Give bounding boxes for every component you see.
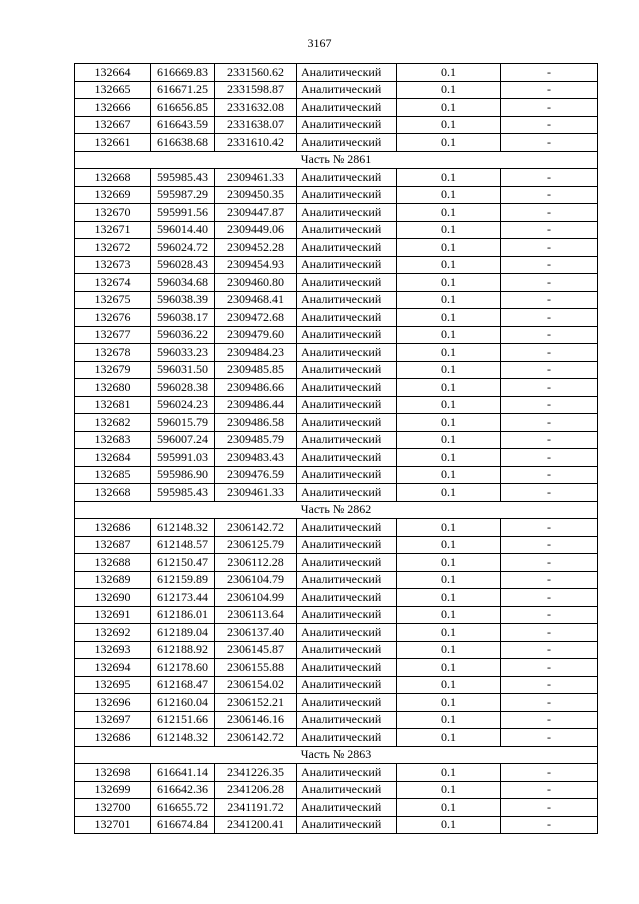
note-cell: -: [501, 169, 598, 187]
x-coordinate-cell: 612150.47: [151, 554, 215, 572]
y-coordinate-cell: 2306155.88: [215, 659, 297, 677]
table-row: [75, 589, 598, 607]
method-cell: Аналитический: [297, 519, 397, 537]
x-coordinate-cell: 595987.29: [151, 186, 215, 204]
point-number-cell: 132673: [75, 256, 151, 274]
accuracy-cell: 0.1: [397, 134, 501, 152]
note-cell: -: [501, 519, 598, 537]
method-cell: Аналитический: [297, 449, 397, 467]
point-number-cell: 132698: [75, 764, 151, 782]
y-coordinate-cell: 2309485.85: [215, 361, 297, 379]
method-cell: Аналитический: [297, 624, 397, 642]
point-number-cell: 132677: [75, 326, 151, 344]
method-cell: Аналитический: [297, 694, 397, 712]
accuracy-cell: 0.1: [397, 239, 501, 257]
accuracy-cell: 0.1: [397, 589, 501, 607]
accuracy-cell: 0.1: [397, 99, 501, 117]
table-row: [75, 554, 598, 572]
point-number-cell: 132693: [75, 641, 151, 659]
note-cell: -: [501, 606, 598, 624]
note-cell: -: [501, 466, 598, 484]
point-number-cell: 132687: [75, 536, 151, 554]
x-coordinate-cell: 596036.22: [151, 326, 215, 344]
x-coordinate-cell: 596038.17: [151, 309, 215, 327]
y-coordinate-cell: 2309476.59: [215, 466, 297, 484]
table-row: [75, 204, 598, 222]
section-header-row: [75, 501, 598, 519]
x-coordinate-cell: 612188.92: [151, 641, 215, 659]
y-coordinate-cell: 2309468.41: [215, 291, 297, 309]
point-number-cell: 132688: [75, 554, 151, 572]
x-coordinate-cell: 612168.47: [151, 676, 215, 694]
accuracy-cell: 0.1: [397, 221, 501, 239]
note-cell: -: [501, 64, 598, 82]
table-row: [75, 186, 598, 204]
note-cell: -: [501, 256, 598, 274]
accuracy-cell: 0.1: [397, 344, 501, 362]
note-cell: -: [501, 641, 598, 659]
y-coordinate-cell: 2309460.80: [215, 274, 297, 292]
accuracy-cell: 0.1: [397, 256, 501, 274]
y-coordinate-cell: 2331610.42: [215, 134, 297, 152]
note-cell: -: [501, 274, 598, 292]
x-coordinate-cell: 616642.36: [151, 781, 215, 799]
point-number-cell: 132661: [75, 134, 151, 152]
section-header-row: [75, 151, 598, 169]
table-row: [75, 519, 598, 537]
y-coordinate-cell: 2306104.79: [215, 571, 297, 589]
accuracy-cell: 0.1: [397, 816, 501, 834]
table-row: [75, 326, 598, 344]
note-cell: -: [501, 116, 598, 134]
note-cell: -: [501, 414, 598, 432]
x-coordinate-cell: 612160.04: [151, 694, 215, 712]
section-header-row: [75, 746, 598, 764]
note-cell: -: [501, 799, 598, 817]
table-row: [75, 81, 598, 99]
point-number-cell: 132668: [75, 169, 151, 187]
method-cell: Аналитический: [297, 414, 397, 432]
method-cell: Аналитический: [297, 116, 397, 134]
y-coordinate-cell: 2309485.79: [215, 431, 297, 449]
x-coordinate-cell: 596014.40: [151, 221, 215, 239]
x-coordinate-cell: 612148.32: [151, 519, 215, 537]
x-coordinate-cell: 616641.14: [151, 764, 215, 782]
note-cell: -: [501, 361, 598, 379]
point-number-cell: 132678: [75, 344, 151, 362]
x-coordinate-cell: 612173.44: [151, 589, 215, 607]
table-row: [75, 396, 598, 414]
point-number-cell: 132691: [75, 606, 151, 624]
note-cell: -: [501, 379, 598, 397]
method-cell: Аналитический: [297, 361, 397, 379]
table-row: [75, 274, 598, 292]
y-coordinate-cell: 2309486.58: [215, 414, 297, 432]
x-coordinate-cell: 596034.68: [151, 274, 215, 292]
point-number-cell: 132667: [75, 116, 151, 134]
method-cell: Аналитический: [297, 536, 397, 554]
method-cell: Аналитический: [297, 571, 397, 589]
table-row: [75, 571, 598, 589]
point-number-cell: 132676: [75, 309, 151, 327]
y-coordinate-cell: 2341191.72: [215, 799, 297, 817]
method-cell: Аналитический: [297, 589, 397, 607]
point-number-cell: 132685: [75, 466, 151, 484]
method-cell: Аналитический: [297, 221, 397, 239]
note-cell: -: [501, 729, 598, 747]
point-number-cell: 132681: [75, 396, 151, 414]
note-cell: -: [501, 589, 598, 607]
x-coordinate-cell: 616655.72: [151, 799, 215, 817]
y-coordinate-cell: 2306142.72: [215, 519, 297, 537]
point-number-cell: 132686: [75, 519, 151, 537]
point-number-cell: 132682: [75, 414, 151, 432]
y-coordinate-cell: 2341200.41: [215, 816, 297, 834]
y-coordinate-cell: 2309472.68: [215, 309, 297, 327]
accuracy-cell: 0.1: [397, 554, 501, 572]
method-cell: Аналитический: [297, 781, 397, 799]
accuracy-cell: 0.1: [397, 606, 501, 624]
point-number-cell: 132696: [75, 694, 151, 712]
table-row: [75, 816, 598, 834]
method-cell: Аналитический: [297, 309, 397, 327]
x-coordinate-cell: 612151.66: [151, 711, 215, 729]
accuracy-cell: 0.1: [397, 484, 501, 502]
x-coordinate-cell: 596028.43: [151, 256, 215, 274]
accuracy-cell: 0.1: [397, 519, 501, 537]
note-cell: -: [501, 344, 598, 362]
method-cell: Аналитический: [297, 186, 397, 204]
page-number: 3167: [307, 36, 332, 50]
note-cell: -: [501, 186, 598, 204]
y-coordinate-cell: 2306104.99: [215, 589, 297, 607]
table-row: [75, 344, 598, 362]
method-cell: Аналитический: [297, 396, 397, 414]
method-cell: Аналитический: [297, 466, 397, 484]
x-coordinate-cell: 612148.32: [151, 729, 215, 747]
point-number-cell: 132686: [75, 729, 151, 747]
note-cell: -: [501, 431, 598, 449]
x-coordinate-cell: 596033.23: [151, 344, 215, 362]
x-coordinate-cell: 596031.50: [151, 361, 215, 379]
x-coordinate-cell: 596024.23: [151, 396, 215, 414]
method-cell: Аналитический: [297, 379, 397, 397]
table-row: [75, 624, 598, 642]
method-cell: Аналитический: [297, 676, 397, 694]
y-coordinate-cell: 2306142.72: [215, 729, 297, 747]
y-coordinate-cell: 2309461.33: [215, 169, 297, 187]
y-coordinate-cell: 2306154.02: [215, 676, 297, 694]
y-coordinate-cell: 2309461.33: [215, 484, 297, 502]
y-coordinate-cell: 2309479.60: [215, 326, 297, 344]
method-cell: Аналитический: [297, 711, 397, 729]
point-number-cell: 132674: [75, 274, 151, 292]
table-row: [75, 536, 598, 554]
accuracy-cell: 0.1: [397, 764, 501, 782]
y-coordinate-cell: 2331638.07: [215, 116, 297, 134]
note-cell: -: [501, 781, 598, 799]
coordinates-table-body: [75, 64, 598, 834]
coordinates-table: [74, 63, 598, 834]
point-number-cell: 132692: [75, 624, 151, 642]
y-coordinate-cell: 2306152.21: [215, 694, 297, 712]
method-cell: Аналитический: [297, 554, 397, 572]
y-coordinate-cell: 2309486.44: [215, 396, 297, 414]
table-row: [75, 694, 598, 712]
accuracy-cell: 0.1: [397, 414, 501, 432]
y-coordinate-cell: 2331560.62: [215, 64, 297, 82]
section-title: Часть № 2861: [75, 151, 598, 169]
table-row: [75, 116, 598, 134]
point-number-cell: 132697: [75, 711, 151, 729]
accuracy-cell: 0.1: [397, 781, 501, 799]
table-row: [75, 729, 598, 747]
table-row: [75, 781, 598, 799]
x-coordinate-cell: 596015.79: [151, 414, 215, 432]
table-row: [75, 64, 598, 82]
method-cell: Аналитический: [297, 799, 397, 817]
note-cell: -: [501, 694, 598, 712]
method-cell: Аналитический: [297, 169, 397, 187]
method-cell: Аналитический: [297, 764, 397, 782]
section-title: Часть № 2862: [75, 501, 598, 519]
y-coordinate-cell: 2306112.28: [215, 554, 297, 572]
accuracy-cell: 0.1: [397, 536, 501, 554]
note-cell: -: [501, 816, 598, 834]
point-number-cell: 132679: [75, 361, 151, 379]
note-cell: -: [501, 711, 598, 729]
point-number-cell: 132670: [75, 204, 151, 222]
method-cell: Аналитический: [297, 326, 397, 344]
y-coordinate-cell: 2309452.28: [215, 239, 297, 257]
point-number-cell: 132665: [75, 81, 151, 99]
y-coordinate-cell: 2306125.79: [215, 536, 297, 554]
x-coordinate-cell: 596028.38: [151, 379, 215, 397]
table-row: [75, 256, 598, 274]
note-cell: -: [501, 309, 598, 327]
accuracy-cell: 0.1: [397, 799, 501, 817]
note-cell: -: [501, 239, 598, 257]
y-coordinate-cell: 2341226.35: [215, 764, 297, 782]
accuracy-cell: 0.1: [397, 449, 501, 467]
table-row: [75, 291, 598, 309]
point-number-cell: 132664: [75, 64, 151, 82]
accuracy-cell: 0.1: [397, 81, 501, 99]
table-row: [75, 309, 598, 327]
accuracy-cell: 0.1: [397, 291, 501, 309]
method-cell: Аналитический: [297, 64, 397, 82]
point-number-cell: 132671: [75, 221, 151, 239]
note-cell: -: [501, 659, 598, 677]
accuracy-cell: 0.1: [397, 326, 501, 344]
table-row: [75, 676, 598, 694]
point-number-cell: 132680: [75, 379, 151, 397]
y-coordinate-cell: 2309449.06: [215, 221, 297, 239]
x-coordinate-cell: 612186.01: [151, 606, 215, 624]
point-number-cell: 132699: [75, 781, 151, 799]
note-cell: -: [501, 326, 598, 344]
table-row: [75, 466, 598, 484]
accuracy-cell: 0.1: [397, 379, 501, 397]
y-coordinate-cell: 2309486.66: [215, 379, 297, 397]
note-cell: -: [501, 764, 598, 782]
note-cell: -: [501, 99, 598, 117]
table-row: [75, 431, 598, 449]
section-title: Часть № 2863: [75, 746, 598, 764]
note-cell: -: [501, 536, 598, 554]
method-cell: Аналитический: [297, 134, 397, 152]
table-row: [75, 484, 598, 502]
table-row: [75, 379, 598, 397]
accuracy-cell: 0.1: [397, 571, 501, 589]
table-row: [75, 799, 598, 817]
x-coordinate-cell: 616671.25: [151, 81, 215, 99]
accuracy-cell: 0.1: [397, 466, 501, 484]
x-coordinate-cell: 595986.90: [151, 466, 215, 484]
table-row: [75, 449, 598, 467]
x-coordinate-cell: 612178.60: [151, 659, 215, 677]
table-row: [75, 641, 598, 659]
accuracy-cell: 0.1: [397, 729, 501, 747]
x-coordinate-cell: 612148.57: [151, 536, 215, 554]
note-cell: -: [501, 484, 598, 502]
table-row: [75, 711, 598, 729]
method-cell: Аналитический: [297, 81, 397, 99]
method-cell: Аналитический: [297, 431, 397, 449]
y-coordinate-cell: 2309447.87: [215, 204, 297, 222]
y-coordinate-cell: 2306146.16: [215, 711, 297, 729]
accuracy-cell: 0.1: [397, 64, 501, 82]
accuracy-cell: 0.1: [397, 116, 501, 134]
method-cell: Аналитический: [297, 274, 397, 292]
note-cell: -: [501, 449, 598, 467]
note-cell: -: [501, 81, 598, 99]
accuracy-cell: 0.1: [397, 204, 501, 222]
accuracy-cell: 0.1: [397, 676, 501, 694]
y-coordinate-cell: 2331632.08: [215, 99, 297, 117]
point-number-cell: 132672: [75, 239, 151, 257]
method-cell: Аналитический: [297, 816, 397, 834]
accuracy-cell: 0.1: [397, 659, 501, 677]
method-cell: Аналитический: [297, 291, 397, 309]
note-cell: -: [501, 204, 598, 222]
method-cell: Аналитический: [297, 729, 397, 747]
note-cell: -: [501, 396, 598, 414]
accuracy-cell: 0.1: [397, 186, 501, 204]
table-row: [75, 414, 598, 432]
accuracy-cell: 0.1: [397, 169, 501, 187]
accuracy-cell: 0.1: [397, 694, 501, 712]
table-row: [75, 361, 598, 379]
point-number-cell: 132675: [75, 291, 151, 309]
x-coordinate-cell: 616638.68: [151, 134, 215, 152]
table-row: [75, 606, 598, 624]
x-coordinate-cell: 596007.24: [151, 431, 215, 449]
accuracy-cell: 0.1: [397, 274, 501, 292]
y-coordinate-cell: 2331598.87: [215, 81, 297, 99]
y-coordinate-cell: 2309483.43: [215, 449, 297, 467]
point-number-cell: 132689: [75, 571, 151, 589]
accuracy-cell: 0.1: [397, 309, 501, 327]
method-cell: Аналитический: [297, 204, 397, 222]
table-row: [75, 221, 598, 239]
table-row: [75, 764, 598, 782]
note-cell: -: [501, 571, 598, 589]
point-number-cell: 132701: [75, 816, 151, 834]
y-coordinate-cell: 2309484.23: [215, 344, 297, 362]
point-number-cell: 132669: [75, 186, 151, 204]
table-row: [75, 659, 598, 677]
x-coordinate-cell: 616674.84: [151, 816, 215, 834]
accuracy-cell: 0.1: [397, 361, 501, 379]
method-cell: Аналитический: [297, 256, 397, 274]
y-coordinate-cell: 2306145.87: [215, 641, 297, 659]
table-row: [75, 239, 598, 257]
x-coordinate-cell: 595985.43: [151, 484, 215, 502]
method-cell: Аналитический: [297, 641, 397, 659]
note-cell: -: [501, 554, 598, 572]
point-number-cell: 132700: [75, 799, 151, 817]
note-cell: -: [501, 221, 598, 239]
y-coordinate-cell: 2309454.93: [215, 256, 297, 274]
y-coordinate-cell: 2309450.35: [215, 186, 297, 204]
point-number-cell: 132683: [75, 431, 151, 449]
accuracy-cell: 0.1: [397, 624, 501, 642]
note-cell: -: [501, 291, 598, 309]
x-coordinate-cell: 616643.59: [151, 116, 215, 134]
method-cell: Аналитический: [297, 659, 397, 677]
y-coordinate-cell: 2306137.40: [215, 624, 297, 642]
x-coordinate-cell: 612189.04: [151, 624, 215, 642]
method-cell: Аналитический: [297, 239, 397, 257]
point-number-cell: 132690: [75, 589, 151, 607]
table-row: [75, 99, 598, 117]
x-coordinate-cell: 616669.83: [151, 64, 215, 82]
x-coordinate-cell: 595985.43: [151, 169, 215, 187]
point-number-cell: 132695: [75, 676, 151, 694]
accuracy-cell: 0.1: [397, 396, 501, 414]
point-number-cell: 132666: [75, 99, 151, 117]
note-cell: -: [501, 624, 598, 642]
x-coordinate-cell: 595991.03: [151, 449, 215, 467]
method-cell: Аналитический: [297, 344, 397, 362]
x-coordinate-cell: 596038.39: [151, 291, 215, 309]
point-number-cell: 132668: [75, 484, 151, 502]
x-coordinate-cell: 612159.89: [151, 571, 215, 589]
accuracy-cell: 0.1: [397, 711, 501, 729]
table-row: [75, 169, 598, 187]
table-row: [75, 134, 598, 152]
x-coordinate-cell: 596024.72: [151, 239, 215, 257]
point-number-cell: 132694: [75, 659, 151, 677]
method-cell: Аналитический: [297, 606, 397, 624]
x-coordinate-cell: 595991.56: [151, 204, 215, 222]
method-cell: Аналитический: [297, 99, 397, 117]
accuracy-cell: 0.1: [397, 431, 501, 449]
y-coordinate-cell: 2341206.28: [215, 781, 297, 799]
y-coordinate-cell: 2306113.64: [215, 606, 297, 624]
accuracy-cell: 0.1: [397, 641, 501, 659]
method-cell: Аналитический: [297, 484, 397, 502]
x-coordinate-cell: 616656.85: [151, 99, 215, 117]
note-cell: -: [501, 676, 598, 694]
note-cell: -: [501, 134, 598, 152]
point-number-cell: 132684: [75, 449, 151, 467]
